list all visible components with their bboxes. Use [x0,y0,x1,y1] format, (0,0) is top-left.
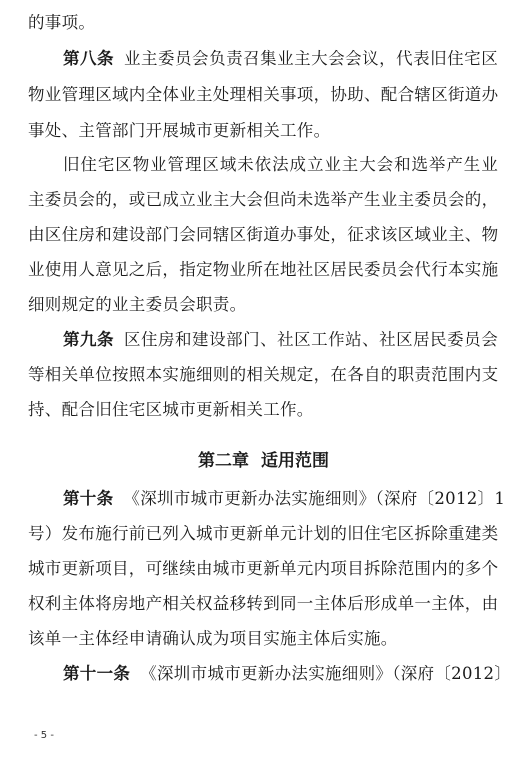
text-line [28,121,498,141]
chapter-number: 第二章 [198,451,249,471]
text-line [63,155,498,175]
article-line [63,330,498,350]
article-number: 第八条 [63,49,115,68]
article-number: 第十一条 [63,664,131,683]
text-line [28,225,498,245]
line-text: 区住房和建设部门、社区工作站、社区居民委员会 [124,330,498,349]
line-text: 业主委员会负责召集业主大会会议，代表旧住宅区 [124,49,498,68]
line-text: 《深圳市城市更新办法实施细则》（深府〔2012〕 [140,664,512,683]
chapter-heading [0,450,527,472]
chapter-title: 适用范围 [261,451,329,471]
line-text: 城市更新项目，可继续由城市更新单元内项目拆除范围内的多个 [28,559,499,578]
text-line [28,400,498,420]
line-text: 《深圳市城市更新办法实施细则》（深府〔2012〕1 [123,489,506,508]
line-text: 该单一主体经申请确认成为项目实施主体后实施。 [28,629,398,648]
line-text: 事处、主管部门开展城市更新相关工作。 [28,121,331,140]
text-line [28,559,498,579]
text-line [28,190,498,210]
line-text: 号）发布施行前已列入城市更新单元计划的旧住宅区拆除重建类 [28,524,499,543]
text-line [28,524,498,544]
line-text: 的事项。 [28,13,96,32]
text-line [28,629,498,649]
text-line [28,85,498,105]
line-text: 旧住宅区物业管理区域未依法成立业主大会和选举产生业 [63,155,498,174]
article-number: 第十条 [63,489,114,508]
line-text: 主委员会的，或已成立业主大会但尚未选举产生业主委员会的， [28,190,499,209]
line-text: 等相关单位按照本实施细则的相关规定，在各自的职责范围内支 [28,365,499,384]
line-text: 物业管理区域内全体业主处理相关事项，协助、配合辖区街道办 [28,85,499,104]
line-text: 业使用人意见之后，指定物业所在地社区居民委员会代行本实施 [28,260,499,279]
text-line [28,594,498,614]
text-line [28,365,498,385]
article-number: 第九条 [63,330,115,349]
line-text: 持、配合旧住宅区城市更新相关工作。 [28,400,314,419]
page-number: - 5 - [34,730,54,741]
line-text: 权利主体将房地产相关权益移转到同一主体后形成单一主体，由 [28,594,499,613]
article-line [63,49,498,69]
line-text: 由区住房和建设部门会同辖区街道办事处，征求该区域业主、物 [28,225,499,244]
article-line [63,489,506,509]
text-line [28,13,498,33]
text-line [28,260,498,280]
text-line [28,295,498,315]
line-text: 细则规定的业主委员会职责。 [28,295,247,314]
article-line [63,664,512,684]
